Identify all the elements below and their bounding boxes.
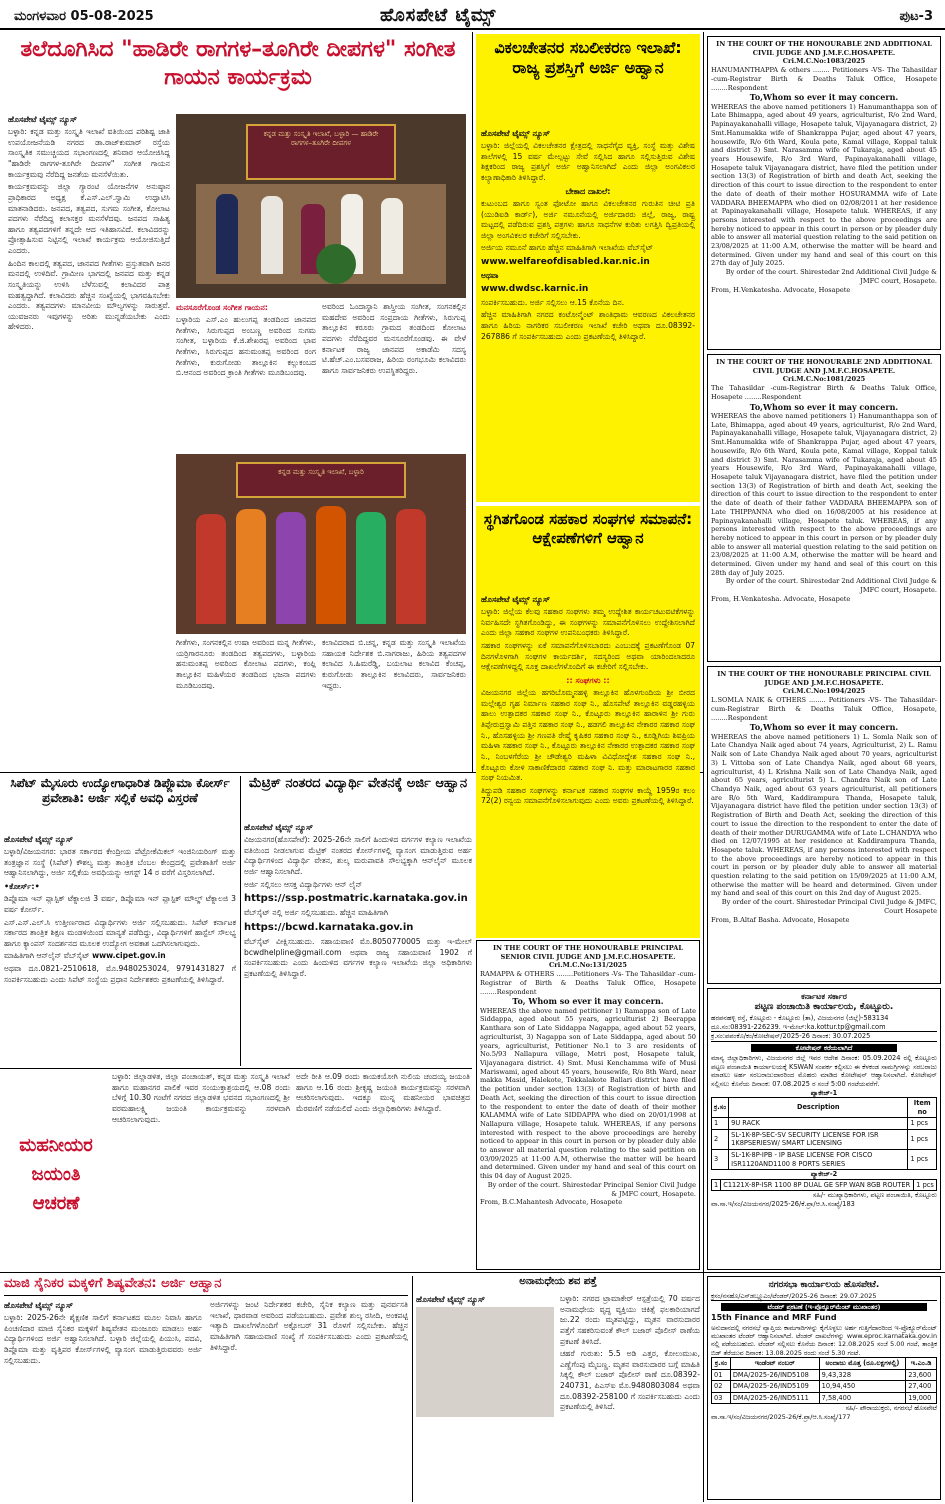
court2-case: Cri.M.C.No:1081/2025 bbox=[782, 375, 866, 384]
army-col1 bbox=[4, 1300, 202, 1368]
army-article bbox=[4, 1276, 408, 1502]
disabled-article bbox=[476, 34, 700, 502]
th-no: ಕ್ರ.ಸಂ bbox=[712, 1098, 729, 1118]
disabled-body bbox=[476, 126, 700, 346]
tender1-office: ಪಟ್ಟಣ ಪಂಚಾಯಿತಿ ಕಾರ್ಯಾಲಯ, ಕೊಟ್ಟೂರು. bbox=[754, 1002, 894, 1013]
court2-title: IN THE COURT OF THE HONOURABLE 2ND ADDITIONAL CIVIL JUDGE AND J.M.F.C.HOSAPETE. bbox=[716, 358, 932, 375]
court2-parties: The Tahasildar -cum-Registrar Birth & Deaths Taluk Office, Hosapete ........Respondent bbox=[711, 384, 937, 401]
table-row: 02 DMA/2025-26/IND5109 10,94,450 27,400 bbox=[712, 1381, 937, 1393]
music-headline: ತಲೆದೂಗಿಸಿದ "ಹಾಡಿರೇ ರಾಗಗಳ–ತೂಗಿರೇ ದೀಪಗಳ" ಸಂಗೀತ ಗಾಯನ ಕಾರ್ಯಕ್ರಮ bbox=[20, 37, 456, 90]
court1-body: WHEREAS the above named petitioners 1) Hanumanthappa son of Late Bhimappa, aged about 49 years, agriculturist, R/o 2nd Ward, Papinayakanahalli village, Hosapete taluk, Vijayanagara district, 2) Smt.Hanumakka wife of Shankrappa Pujar, aged about 47 years, housewife, R/o 6th Ward, Koula pete, Kamal village, Koppal taluk and district 3) Smt. Narasamma wife of Tukaraja, aged about 45 years Housewife, R/o 3rd Ward, Papinayakanahalli village, Hosapete taluk Vijayanagara district, have filed the petition under section 13(3) of Registration of birth and death Act, seeking the direction of this court to issue direction to the respondent to enter the date of death of their mother HOSURAMMA wife of Late VADDARA BHEEMAPPA who died on 02/08/2011 at her residence at Papinayakanahalli village, Hosapete taluk. WHEREAS, if any persons interested with respect to the above proceedings are hereby noticed to appear in this court in person or by pleader duly able to answer all material question relating to the said petition on 23/08/2025 at 11:00 A.M, otherwise the matter will be heard and determined. Given under my hand and seal of this court on this 27th day of July 2025. bbox=[711, 102, 937, 268]
unknown-col1 bbox=[416, 1294, 554, 1417]
disabled-subhead: ಬೇಕಾದ ದಾಖಲೆ: bbox=[565, 186, 611, 196]
cipet-para-2: ಡಿಪ್ಲೊಮಾ ಇನ್ ಪ್ಲಾಸ್ಟಿಕ್ ಟೆಕ್ನಾಲಜಿ 3 ವರ್ಷ, ಡಿಪ್ಲೊಮಾ ಇನ್ ಪ್ಲಾಸ್ಟಿಕ್ ಮೌಲ್ಡ್ ಟೆಕ್ನಾಲಜಿ 3 ವರ್ಷ ಕೋರ್ಸ್. bbox=[4, 894, 236, 914]
tender1-body: ಮಾನ್ಯ ಜಿಲ್ಲಾಧಿಕಾರಿಗಳು, ವಿಜಯನಗರ ಜಿಲ್ಲೆ ಇವರ ಆದೇಶ ದಿನಾಂಕ: 05.09.2024 ರಲ್ಲಿ ಕೊಟ್ಟೂರು ಪಟ್ಟಣ ಪಂಚಾಯಿತಿ ಕಾರ್ಯಾಲಯಕ್ಕೆ KSWAN ಸಂಪರ್ಕ ಕಲ್ಪಿಸಲು ಈ ಕೆಳಕಂಡ ಸಾಮಗ್ರಿಗಳನ್ನು ಸರಬರಾಜು ಮಾಡಲು ಅರ್ಹ ಸರಬರಾಜುದಾರರಿಂದ ಮೊಹರು ಮಾಡಿದ ಕೋಟೇಷನ್ ಆಹ್ವಾನಿಸಲಾಗಿದೆ. ಕೋಟೇಷನ್ ಸಲ್ಲಿಸಲು ಕೊನೆಯ ದಿನಾಂಕ: 07.08.2025 ರ ಸಂಜೆ 5:00 ಗಂಟೆಯವರೆಗೆ. bbox=[711, 1054, 937, 1089]
matric-para-2: ಅರ್ಜಿ ಸಲ್ಲಿಸಲು ಆಸಕ್ತ ವಿದ್ಯಾರ್ಥಿಗಳು ಆನ್ ಲೈನ್ bbox=[244, 879, 363, 889]
table-row: 1 9U RACK 1 pcs bbox=[712, 1118, 937, 1130]
music-photo-1 bbox=[176, 114, 466, 298]
jayanti-headline: ಮಹನೀಯರ ಜಯಂತಿ ಆಚರಣೆ bbox=[19, 1135, 93, 1214]
court-notice-2 bbox=[707, 354, 941, 662]
tender2-banner: ಟೆಂಡರ್ ಪ್ರಕಟಣೆ (ಇ-ಪ್ರೊಕ್ಯೂರ್‌ಮೆಂಟ್ ಮುಖಾಂತರ) bbox=[721, 1303, 927, 1311]
table-row: 01 DMA/2025-26/IND5108 9,43,328 23,600 bbox=[712, 1369, 937, 1381]
matric-url-1[interactable]: https://ssp.postmatric.karnataka.gov.in bbox=[244, 893, 468, 905]
court2-to: To,Whom so ever it may concern. bbox=[749, 401, 899, 412]
hosapete-tender bbox=[707, 1276, 941, 1500]
matric-para-4: ವೆಬ್‌ಸೈಟ್ ವೀಕ್ಷಿಸಬಹುದು. ಸಹಾಯವಾಣಿ ಮೊ.8050770005 ಮತ್ತು ಇ-ಮೇಲ್ bcwdhelpline@gmail.com ಅಥವಾ ರಾಜ್ಯ ಸಹಾಯವಾಣಿ 1902 ಗೆ ಸಂಪರ್ಕಿಸಬಹುದು ಎಂದು ಹಿಂದುಳಿದ ವರ್ಗಗಳ ಕಲ್ಯಾಣ ಇಲಾಖೆಯ ಜಿಲ್ಲಾ ಅಧಿಕಾರಿಗಳು ಪ್ರಕಟಣೆಯಲ್ಲಿ ತಿಳಿಸಿದ್ದಾರೆ. bbox=[244, 936, 472, 978]
cipet-para-3: ಎಸ್.ಎಸ್.ಎಲ್.ಸಿ ಉತ್ತೀರ್ಣರಾದ ವಿದ್ಯಾರ್ಥಿಗಳು ಅರ್ಜಿ ಸಲ್ಲಿಸಬಹುದು. ಸಿಪೆಟ್ ಕರ್ನಾಟಕ ಸರ್ಕಾರದ ತಾಂತ್ರಿಕ ಶಿಕ್ಷಣ ಮಂಡಳಿಯಿಂದ ಮಾನ್ಯತೆ ಪಡೆದಿದ್ದು, ವಿದ್ಯಾರ್ಥಿಗಳಿಗೆ ಹಾಸ್ಟೆಲ್ ಸೌಲಭ್ಯ ಹಾಗೂ ಕ್ಯಾಂಪಸ್ ಸಂದರ್ಶನದ ಮೂಲಕ ಉದ್ಯೋಗ ಅವಕಾಶ ಒದಗಿಸಲಾಗುವುದು. bbox=[4, 917, 236, 948]
coop-para-4: ತಿದ್ದುಪಡಿ ಸಹಕಾರ ಸಂಘಗಳನ್ನು ಕರ್ನಾಟಕ ಸಹಕಾರ ಸಂಘಗಳ ಕಾಯ್ದೆ 1959ರ ಕಲಂ 72(2) ರನ್ವಯ ಸಮಾಪನೆಗೊಳಿಸಲಾಗುವುದು ಎಂದು ಅವರು ಪ್ರಕಟಣೆಯಲ್ಲಿ ತಿಳಿಸಿದ್ದಾರೆ. bbox=[481, 785, 695, 806]
music-para-6: ಗೀತೆಗಳು, ಸಂಗನಕಲ್ಲಿನ ಉಷಾ ಅವರಿಂದ ಮನ್ನ ಗೀತೆಗಳು, ಯರ್ರಿಗಾರನೂರು ತಂಡದಿಂದ ತತ್ವಪದಗಳು, ಬಳ್ಳಾರಿಯ ಹನುಮಂತಪ್ಪ ಅವರಿಂದ ಕೋಲಾಟ ಪದಗಳು, ಕಂಪ್ಲಿ ತಾಲ್ಲೂಕಿನ ಮಹಿಳೆಯರ ತಂಡದಿಂದ ಭಜನಾ ಪದಗಳು ಮೂಡಿಬಂದವು. bbox=[176, 638, 316, 690]
music-para-4: ಬಳ್ಳಾರಿಯ ಎಸ್.ಎಂ ಹುಲುಗಪ್ಪ ತಂಡದಿಂದ ಜಾನಪದ ಗೀತೆಗಳು, ಸಿರುಗುಪ್ಪದ ಅಂಬಣ್ಣ ಅವರಿಂದ ಸುಗಮ ಸಂಗೀತ, ಬಳ್ಳಾರಿಯ ಕೆ.ಜಿ.ಶೇಖರಪ್ಪ ಅವರಿಂದ ಭಾವ ಗೀತೆಗಳು, ಸಿರುಗುಪ್ಪದ ಹನುಮಂತಪ್ಪ ಅವರಿಂದ ರಂಗ ಗೀತೆಗಳು, ಕುರುಗೋಡು ತಾಲ್ಲೂಕಿನ ಕಲ್ಲುಕಂಬದ ಬಿ.ಆನಂದ ಅವರಿಂದ ಕ್ರಾಂತಿ ಗೀತೆಗಳು ಮೂಡಿಬಂದವು. bbox=[176, 315, 316, 378]
court4-title: IN THE COURT OF THE HONOURABLE PRINCIPAL SENIOR CIVIL JUDGE AND J.M.F.C.HOSAPETE. bbox=[492, 944, 684, 961]
matric-byline: ಹೊಸಪೇಟೆ ಟೈಮ್ಸ್ ನ್ಯೂಸ್ bbox=[244, 823, 313, 832]
matric-para-3: ವೆಬ್‌ಸೈಟ್ ನಲ್ಲಿ ಅರ್ಜಿ ಸಲ್ಲಿಸಬಹುದು. ಹೆಚ್ಚಿನ ಮಾಹಿತಿಗಾಗಿ bbox=[244, 908, 389, 918]
jayanti-col2 bbox=[296, 1072, 470, 1268]
tender1-table-2 bbox=[711, 1179, 937, 1192]
tender2-table bbox=[711, 1357, 937, 1404]
court3-sign: By order of the court. Shirestedar Principal Civil Judge & JMFC, Court Hosapete bbox=[721, 898, 937, 915]
tender1-package-1: ಪ್ಯಾಕೇಜ್-1 bbox=[810, 1088, 838, 1097]
music-col2 bbox=[176, 302, 316, 452]
unknown-para-1: ಬಳ್ಳಾರಿ: ನಗರದ ಟ್ರಾಮಾಕೇರ್ ಆಸ್ಪತ್ರೆಯಲ್ಲಿ 70 ವರ್ಷದ ಅನಾಮಧೇಯ ವೃದ್ಧ ವ್ಯಕ್ತಿಯು ಚಿಕಿತ್ಸೆ ಫಲಕಾರಿಯಾಗದೆ ಜು.22 ರಂದು ಮೃತಪಟ್ಟಿದ್ದು, ಮೃತನ ವಾರಸುದಾರರ ಪತ್ತೆಗೆ ಸಹಕರಿಸುವಂತೆ ಕೌಲ್ ಬಜಾರ್ ಪೊಲೀಸ್ ಠಾಣೆಯ ಪ್ರಕಟಣೆ ತಿಳಿಸಿದೆ. bbox=[560, 1294, 700, 1346]
cipet-para-4: ಮಾಹಿತಿಗಾಗಿ ಆನ್‌ಲೈನ್ ವೆಬ್‌ಸೈಟ್ bbox=[4, 951, 90, 961]
music-col1 bbox=[8, 114, 170, 754]
coop-body bbox=[476, 592, 700, 811]
th-qty: Item no bbox=[908, 1098, 937, 1118]
music-col3 bbox=[322, 302, 466, 452]
court3-parties: L.SOMLA NAIK & OTHERS ........ Petitioners -VS- The Tahasildar-cum-Registrar Birth & Deaths Taluk Office, Hosapete, ........Respondent bbox=[711, 696, 937, 722]
court3-to: To,Whom so ever it may concern. bbox=[749, 722, 899, 733]
music-para-3: ಹಿಂದಿನ ಕಾಲದಲ್ಲಿ ತತ್ವಪದ, ಜಾನಪದ ಗೀತೆಗಳು ಪ್ರಸ್ತುತವಾಗಿ ಜನರ ಮನದಲ್ಲಿ ಉಳಿದಿವೆ. ಗ್ರಾಮೀಣ ಭಾಗದಲ್ಲಿ ಜನಪದ ಮತ್ತು ಕನ್ನಡ ಸಂಸ್ಕೃತಿಯನ್ನು ಉಳಿಸಿ ಬೆಳೆಸುವಲ್ಲಿ ಕಲಾವಿದರ ಪಾತ್ರ ಮಹತ್ವದ್ದಾಗಿದೆ. ಕಲಾವಿದರು ಹೆಚ್ಚಿನ ಸಂಖ್ಯೆಯಲ್ಲಿ ಭಾಗವಹಿಸಬೇಕು ಎಂದರು. ತತ್ವಪದಗಳು ಮಾನವೀಯ ಮೌಲ್ಯಗಳನ್ನು ಸಾರುತ್ತವೆ. ಯುವಜನರು ಇವುಗಳನ್ನು ಅರಿತು ಮುನ್ನಡೆಯಬೇಕು ಎಂದು ಹೇಳಿದರು. bbox=[8, 258, 170, 332]
th-emd: ಇ.ಎಂ.ಡಿ bbox=[906, 1358, 937, 1370]
tender1-sign: ಸಹಿ/- ಮುಖ್ಯಾಧಿಕಾರಿಗಳು, ಪಟ್ಟಣ ಪಂಚಾಯಿತಿ, ಕೊಟ್ಟೂರು bbox=[812, 1191, 937, 1200]
unknown-byline: ಹೊಸಪೇಟೆ ಟೈಮ್ಸ್ ನ್ಯೂಸ್ bbox=[416, 1295, 485, 1304]
court1-case: Cri.M.C.No:1083/2025 bbox=[782, 57, 866, 66]
table-row: 1 C1121X-8P-ISR 1100 8P DUAL GE SFP WAN 8GB ROUTER 1 pcs bbox=[712, 1179, 937, 1191]
disabled-headline: ವಿಕಲಚೇತನರ ಸಬಲೀಕರಣ ಇಲಾಖೆ: ರಾಜ್ಯ ಪ್ರಶಸ್ತಿಗೆ ಅರ್ಜಿ ಅಹ್ವಾನ bbox=[494, 38, 682, 77]
cipet-url[interactable]: www.cipet.gov.in bbox=[92, 951, 166, 961]
cipet-article bbox=[4, 776, 236, 1066]
stage-banner-1: ಕನ್ನಡ ಮತ್ತು ಸಂಸ್ಕೃತಿ ಇಲಾಖೆ, ಬಳ್ಳಾರಿ — ಹಾಡಿರೇ ರಾಗಗಳ–ತೂಗಿರೇ ದೀಪಗಳ bbox=[246, 124, 396, 180]
table-row: 3 SL-1K-8P-IPB - IP BASE LICENSE FOR CISCO ISR1120AND1100 8 PORTS SERIES 1 pcs bbox=[712, 1149, 937, 1169]
tender2-body: ಅನುದಾನದಲ್ಲಿ ನಗರಸಭೆ ವ್ಯಾಪ್ತಿಯ ಕಾಮಗಾರಿಗಳನ್ನು ಕೈಗೊಳ್ಳಲು ಅರ್ಹ ಗುತ್ತಿಗೆದಾರರಿಂದ ಇ-ಪ್ರೊಕ್ಯೂರ್‌ಮೆಂಟ್ ಮುಖಾಂತರ ಟೆಂಡರ್ ಆಹ್ವಾನಿಸಲಾಗಿದೆ. ಟೆಂಡರ್ ದಾಖಲೆಗಳನ್ನು www.eproc.karnataka.gov.in ನಲ್ಲಿ ಪಡೆಯಬಹುದು. ಟೆಂಡರ್ ಸಲ್ಲಿಸಲು ಕೊನೆಯ ದಿನಾಂಕ: 12.08.2025 ಸಂಜೆ 5.00 ಗಂಟೆ, ತಾಂತ್ರಿಕ ಬಿಡ್ ತೆರೆಯುವ ದಿನಾಂಕ: 13.08.2025 ರಂದು ಸಂಜೆ 5.30 ಗಂಟೆ. bbox=[711, 1323, 937, 1357]
th-sl: ಕ್ರ.ಸಂ bbox=[712, 1358, 731, 1370]
unknown-col2 bbox=[560, 1294, 700, 1415]
disabled-para-4: ಸಂಪರ್ಕಿಸಬಹುದು. ಅರ್ಜಿ ಸಲ್ಲಿಸಲು ಆ.15 ಕೊನೆಯ ದಿನ. bbox=[481, 297, 625, 307]
th-indent: ಇಂಡೆಂಟ್ ನಂಬರ್ bbox=[730, 1358, 819, 1370]
music-subhead: ಮನಸೂರೆಗೊಂಡ ಸಂಗೀತ ಗಾಯನ: bbox=[176, 303, 269, 312]
army-para-2: ಅರ್ಜಿಗಳನ್ನು ಜಂಟಿ ನಿರ್ದೇಶಕರ ಕಚೇರಿ, ಸೈನಿಕ ಕಲ್ಯಾಣ ಮತ್ತು ಪುನರ್ವಸತಿ ಇಲಾಖೆ, ಧಾರವಾಡ ಅವರಿಂದ ಪಡೆಯಬಹುದು. ಪ್ರವೇಶ ಶುಲ್ಕ ರಸೀದಿ, ಅಂಕಪಟ್ಟಿ ಇತ್ಯಾದಿ ದಾಖಲೆಗಳೊಂದಿಗೆ ಅಕ್ಟೋಬರ್ 31 ರೊಳಗೆ ಸಲ್ಲಿಸಬೇಕು. ಹೆಚ್ಚಿನ ಮಾಹಿತಿಗಾಗಿ ಸಹಾಯವಾಣಿ ಸಂಖ್ಯೆ ಗೆ ಸಂಪರ್ಕಿಸಬಹುದು ಎಂದು ಪ್ರಕಟಣೆಯಲ್ಲಿ ತಿಳಿಸಿದ್ದಾರೆ. bbox=[210, 1300, 408, 1352]
jayanti-para-1: ಬಳ್ಳಾರಿ: ಜಿಲ್ಲಾಡಳಿತ, ಜಿಲ್ಲಾ ಪಂಚಾಯತ್, ಕನ್ನಡ ಮತ್ತು ಸಂಸ್ಕೃತಿ ಇಲಾಖೆ ಹಾಗೂ ಮಹಾನಗರ ಪಾಲಿಕೆ ಇವರ ಸಂಯುಕ್ತಾಶ್ರಯದಲ್ಲಿ ಆ.08 ರಂದು ಬೆಳಿಗ್ಗೆ 10.30 ಗಂಟೆಗೆ ನಗರದ ಜಿಲ್ಲಾಡಳಿತ ಭವನದ ಸಭಾಂಗಣದಲ್ಲಿ ಶ್ರೀ ವರಮಹಾಲಕ್ಷ್ಮಿ ಜಯಂತಿ ಕಾರ್ಯಕ್ರಮವನ್ನು ಸರಳವಾಗಿ ಆಚರಿಸಲಾಗುವುದು. bbox=[112, 1072, 290, 1124]
unknown-photo bbox=[416, 1307, 554, 1417]
th-item: Description bbox=[729, 1098, 908, 1118]
tender1-footer: ವಾ.ಸಾ.ಇ/ಸಂ/ವಿಜಯನಗರ/2025-26/ಕೆ.ಪ್ರಾ/ಆ.ಸಿ.ಸಂಖ್ಯೆ/183 bbox=[711, 1199, 855, 1208]
disabled-or: ಅಥವಾ bbox=[481, 270, 499, 280]
cipet-byline: ಹೊಸಪೇಟೆ ಟೈಮ್ಸ್ ನ್ಯೂಸ್ bbox=[4, 835, 73, 844]
music-byline: ಹೊಸಪೇಟೆ ಟೈಮ್ಸ್ ನ್ಯೂಸ್ bbox=[8, 115, 77, 124]
unknown-para-2: ಚಹರೆ ಗುರುತು: 5.5 ಅಡಿ ಎತ್ತರ, ಕೋಲುಮುಖ, ಎಣ್ಣೆಗೆಂಪು ಮೈಬಣ್ಣ. ಮೃತನ ವಾರಸುದಾರರ ಬಗ್ಗೆ ಮಾಹಿತಿ ಸಿಕ್ಕಲ್ಲಿ ಕೌಲ್ ಬಜಾರ್ ಪೊಲೀಸ್ ಠಾಣೆ ದೂ.08392-240731, ಪಿಎಸ್‌ಐ ಮೊ.9480803084 ಅಥವಾ ದೂ.08392-258100 ಗೆ ಸಂಪರ್ಕಿಸಬಹುದು ಎಂದು ಪ್ರಕಟಣೆಯಲ್ಲಿ ತಿಳಿಸಿದೆ. bbox=[560, 1349, 700, 1412]
court-notice-1 bbox=[707, 36, 941, 350]
table-row: 03 DMA/2025-26/IND5111 7,58,400 19,000 bbox=[712, 1392, 937, 1404]
music-col4 bbox=[176, 638, 316, 758]
court4-advocate: From, B.C.Mahantesh Advocate, Hosapete bbox=[480, 1198, 623, 1207]
matric-para-1: ವಿಜಯನಗರ(ಹೊಸಪೇಟೆ): 2025-26ನೇ ಸಾಲಿಗೆ ಹಿಂದುಳಿದ ವರ್ಗಗಳ ಕಲ್ಯಾಣ ಇಲಾಖೆಯ ವತಿಯಿಂದ ನೀಡಲಾಗುವ ಮೆಟ್ರಿಕ್ ನಂತರದ ಕೋರ್ಸ್‌ಗಳಲ್ಲಿ ವ್ಯಾಸಂಗ ಮಾಡುತ್ತಿರುವ ಅರ್ಹ ವಿದ್ಯಾರ್ಥಿಗಳಿಂದ ವಿದ್ಯಾರ್ಥಿ ವೇತನ, ಶುಲ್ಕ ಮರುಪಾವತಿ ಸೌಲಭ್ಯಕ್ಕಾಗಿ ಆನ್‌ಲೈನ್ ಮೂಲಕ ಅರ್ಜಿ ಆಹ್ವಾನಿಸಲಾಗಿದೆ. bbox=[244, 835, 472, 877]
court1-sign: By order of the court. Shirestedar 2nd Additional Civil Judge & JMFC court, Hosapete. bbox=[725, 268, 937, 285]
disabled-para-2: ಕುಟುಂಬದ ಹಾಗೂ ಸ್ವಂತ ಫೋಟೋ ಹಾಗೂ ವಿಕಲಚೇತನರ ಗುರುತಿನ ಚೀಟಿ ಪ್ರತಿ (ಯುಡಿಐಡಿ ಕಾರ್ಡ್), ಅರ್ಜಿ ನಮೂನೆಯಲ್ಲಿ ಅರ್ಜಿದಾರರು ಜಿಲ್ಲೆ, ರಾಜ್ಯ, ರಾಷ್ಟ್ರ ಮಟ್ಟದಲ್ಲಿ ಪಡೆದಿರುವ ಪ್ರಶಸ್ತಿ ಪತ್ರಗಳು ಹಾಗೂ ಸಾಧನೆಗಳ ಕುರಿತು ಲಗತ್ತಿಸಿ ದ್ವಿಪ್ರತಿಯಲ್ಲಿ ಜಿಲ್ಲಾ ಅಂಗವಿಕಲರ ಕಚೇರಿಗೆ ಸಲ್ಲಿಸಬೇಕು. bbox=[481, 198, 695, 240]
jayanti-col1 bbox=[112, 1072, 290, 1268]
coop-subhead: :: ಸಂಘಗಳು :: bbox=[566, 675, 610, 685]
tender1-banner: ಕೋಟೇಷನ್ ಕರೆಯಲಾಗಿದೆ bbox=[751, 1044, 897, 1053]
court2-sign: By order of the court. Shirestedar 2nd Additional Civil Judge & JMFC court, Hosapete. bbox=[725, 577, 937, 595]
disabled-para-3: ಅರ್ಜಿಯ ನಮೂನೆ ಹಾಗೂ ಹೆಚ್ಚಿನ ಮಾಹಿತಿಗಾಗಿ ಇಲಾಖೆಯ ವೆಬ್‌ಸೈಟ್ bbox=[481, 243, 654, 253]
court4-case: Cri.M.C.No:131/2025 bbox=[549, 961, 627, 970]
matric-body bbox=[244, 822, 472, 979]
coop-headline: ಸ್ಥಗಿತಗೊಂಡ ಸಹಕಾರ ಸಂಘಗಳ ಸಮಾಪನೆ: ಆಕ್ಷೇಪಣೆಗಳಿಗೆ ಆಹ್ವಾನ bbox=[483, 510, 693, 547]
music-para-2: ಕಾರ್ಯಕ್ರಮವನ್ನು ಜಿಲ್ಲಾ ಗ್ಯಾರಂಟಿ ಯೋಜನೆಗಳ ಅನುಷ್ಠಾನ ಪ್ರಾಧಿಕಾರದ ಅಧ್ಯಕ್ಷ ಕೆ.ಎಸ್.ಎಲ್.ಸ್ವಾಮಿ ಉದ್ಘಾಟಿಸಿ ಮಾತನಾಡಿದರು. ಜನಪದ, ತತ್ವಪದ, ಸುಗಮ ಸಂಗೀತ, ಕೋಲಾಟ ಪದಗಳು ನೆರೆದಿದ್ದ ಕಲಾಸಕ್ತರ ಮನಸೆಳೆದವು. ಜನಪದ ಸಾಹಿತ್ಯ ಹಾಗೂ ತತ್ವಪದಗಳಿಗೆ ತನ್ನದೇ ಆದ ಇತಿಹಾಸವಿದೆ. ಕಲಾವಿದರನ್ನು ಪ್ರೋತ್ಸಾಹಿಸುವ ನಿಟ್ಟಿನಲ್ಲಿ ಇಲಾಖೆ ಕಾರ್ಯಕ್ರಮ ಆಯೋಜಿಸುತ್ತಿದೆ ಎಂದರು. bbox=[8, 182, 170, 256]
court1-advocate: From, H.Venkatesha. Advocate, Hosapete bbox=[711, 285, 851, 294]
court3-case: Cri.M.C.No:1094/2025 bbox=[782, 687, 866, 696]
tender2-ref: ಕ್ರಸಂ/ನಸಹೊ/ಎಸ್‌ಡಬ್ಲ್ಯೂಎಂ/ಟೆಂಡರ್/2025-26 ದಿನಾಂಕ: 29.07.2025 bbox=[711, 1292, 937, 1301]
court-notice-3 bbox=[707, 666, 941, 984]
court4-parties: RAMAPPA & OTHERS ........Petitioners -Vs- The Tahasildar -cum-Registrar of Birth & Deaths Taluk Office, Hosapete ........Respondent bbox=[480, 970, 696, 996]
court1-title: IN THE COURT OF THE HONOURABLE 2ND ADDITIONAL CIVIL JUDGE AND J.M.F.C.HOSAPETE. bbox=[716, 40, 932, 57]
tender2-office: ನಗರಸಭಾ ಕಾರ್ಯಾಲಯ ಹೊಸಪೇಟೆ. bbox=[768, 1280, 880, 1290]
tender1-package-2: ಪ್ಯಾಕೇಜ್-2 bbox=[810, 1170, 838, 1179]
page-number: ಪುಟ-3 bbox=[899, 9, 933, 24]
court2-body: WHEREAS the above named petitioners 1) Hanumanthappa son of Late, Bhimappa, aged about 49 years, agriculturist, R/o 2nd Ward, Papinayakanahalli village, Hosapete taluk, Vijayanagara district, 2) Smt.Hanumakka wife of Shankrappa Pujar, aged about 47 years, housewife, R/o 6th Ward, Koula pete, Kamal village, Koppal taluk and district 3) Smt. Narasamma wife of Tukaraja, aged about 45 years Housewife, R/o 3rd Ward, Papinayakanahalli village, Hosapete taluk Vijayanagara district, have filed the petition under section 13(3) of Registration of birth and death Act, seeking the direction of this court to issue direction to the respondent to enter the date of death of their father VADDARA BHEEMAPPA son of Late THIPPANNA who died on 16/08/2005 at his residence at Papinayakanahalli village, Hosapete taluk. WHEREAS, if any persons interested with respect to the above proceedings are hereby noticed to appear in this court in person or by pleader duly able to answer all material question relating to the said petition on 23/08/2025 at 11:00 A.M, otherwise the matter will be heard and determined. Given under my hand and seal of this court on this 28th day of July 2025. bbox=[711, 412, 937, 577]
coop-byline: ಹೊಸಪೇಟೆ ಟೈಮ್ಸ್ ನ್ಯೂಸ್ bbox=[481, 595, 550, 604]
matric-article bbox=[244, 776, 472, 1066]
court-notice-4 bbox=[476, 940, 700, 1270]
army-col2 bbox=[210, 1300, 408, 1355]
matric-headline: ಮೆಟ್ರಿಕ್ ನಂತರದ ವಿದ್ಯಾರ್ಥಿ ವೇತನಕ್ಕೆ ಅರ್ಜಿ ಆಹ್ವಾನ bbox=[248, 776, 468, 791]
tender2-fund: 15th Finance and MRF Fund bbox=[711, 1313, 837, 1323]
cipet-para-1: ಬಳ್ಳಾರಿ/ವಿಜಯನಗರ: ಭಾರತ ಸರ್ಕಾರದ ಕೇಂದ್ರೀಯ ಪೆಟ್ರೋಕೆಮಿಕಲ್ ಇಂಜಿನಿಯರಿಂಗ್ ಮತ್ತು ತಂತ್ರಜ್ಞಾನ ಸಂಸ್ಥೆ (ಸಿಪೆಟ್) ಕೌಶಲ್ಯ ಮತ್ತು ತಾಂತ್ರಿಕ ಬೆಂಬಲ ಕೇಂದ್ರದಲ್ಲಿ ಪ್ರವೇಶಾತಿಗೆ ಅರ್ಜಿ ಆಹ್ವಾನಿಸಲಾಗಿದ್ದು, ಅರ್ಜಿ ಸಲ್ಲಿಕೆಯ ಅವಧಿಯನ್ನು ಆಗಸ್ಟ್ 14 ರ ವರೆಗೆ ವಿಸ್ತರಿಸಲಾಗಿದೆ. bbox=[4, 847, 236, 878]
tender1-gov: ಕರ್ನಾಟಕ ಸರ್ಕಾರ bbox=[801, 992, 847, 1001]
court2-advocate: From, H.Venkatesha. Advocate, Hosapete bbox=[711, 594, 851, 603]
music-para-1: ಬಳ್ಳಾರಿ: ಕನ್ನಡ ಮತ್ತು ಸಂಸ್ಕೃತಿ ಇಲಾಖೆ ವತಿಯಿಂದ ಪರಿಶಿಷ್ಟ ಜಾತಿ ಉಪಯೋಜನೆಯಡಿ ನಗರದ ಡಾ.ರಾಜ್‌ಕುಮಾರ್ ರಸ್ತೆಯ ಸಾಂಸ್ಕೃತಿಕ ಸಮುಚ್ಚಯದ ಸಭಾಂಗಣದಲ್ಲಿ ಶನಿವಾರ ಆಯೋಜಿಸಿದ್ದ "ಹಾಡಿರೇ ರಾಗಗಳ-ತೂಗಿರೇ ದೀಪಗಳ" ಸಂಗೀತ ಗಾಯನ ಕಾರ್ಯಕ್ರಮವು ನೆರೆದಿದ್ದ ಜನತೆಯ ಮನಸೆಳೆಯಿತು. bbox=[8, 127, 170, 179]
army-para-1: ಬಳ್ಳಾರಿ: 2025-26ನೇ ಶೈಕ್ಷಣಿಕ ಸಾಲಿಗೆ ಕರ್ನಾಟಕದ ಮೂಲ ನಿವಾಸಿ ಹಾಗೂ ಪಿಂಚಣಿದಾರ ಮಾಜಿ ಸೈನಿಕರ ಮಕ್ಕಳಿಗೆ ಶಿಷ್ಯವೇತನ ಮಂಜೂರು ಮಾಡಲು ಅರ್ಹ ವಿದ್ಯಾರ್ಥಿಗಳಿಂದ ಅರ್ಜಿ ಅಹ್ವಾನಿಸಲಾಗಿದೆ. ಬಳ್ಳಾರಿ ಜಿಲ್ಲೆಯಲ್ಲಿ ಪಿಯುಸಿ, ಪದವಿ, ಡಿಪ್ಲೊಮಾ ಮತ್ತು ವೃತ್ತಿಪರ ಕೋರ್ಸ್‌ಗಳಲ್ಲಿ ವ್ಯಾಸಂಗ ಮಾಡುತ್ತಿರುವವರು ಅರ್ಜಿ ಸಲ್ಲಿಸಬಹುದು. bbox=[4, 1313, 202, 1365]
cipet-para-5: ಅಥವಾ ದೂ.0821-2510618, ಮೊ.9480253024, 9791431827 ಗೆ ಸಂಪರ್ಕಿಸಬಹುದು ಎಂದು ಸಿಪೆಟ್ ಸಂಸ್ಥೆಯ ಪ್ರಧಾನ ನಿರ್ದೇಶಕರು ಪ್ರಕಟಣೆಯಲ್ಲಿ ತಿಳಿಸಿದ್ದಾರೆ. bbox=[4, 964, 236, 984]
disabled-byline: ಹೊಸಪೇಟೆ ಟೈಮ್ಸ್ ನ್ಯೂಸ್ bbox=[481, 129, 550, 138]
tender2-sign: ಸಹಿ/- ಪೌರಾಯುಕ್ತರು, ನಗರಸಭೆ ಹೊಸಪೇಟೆ bbox=[845, 1404, 937, 1413]
court3-advocate: From, B.Altaf Basha. Advocate, Hosapete bbox=[711, 915, 850, 924]
coop-article bbox=[476, 506, 700, 938]
coop-para-2: ಸಹಕಾರ ಸಂಘಗಳನ್ನು ಏಕೆ ಸಮಾಪನೆಗೊಳಿಸಬಾರದು ಎಂಬುದಕ್ಕೆ ಪ್ರಕಟಣೆಗೊಂಡ 07 ದಿನಗಳೊಳಗಾಗಿ ಸಂಘಗಳ ಕಾರ್ಯದರ್ಶಿ, ಸದಸ್ಯರಿಂದ ಅಥವಾ ಯಾರಿಂದಲಾದರೂ ಆಕ್ಷೇಪಣೆಗಳಿದ್ದಲ್ಲಿ ಸೂಕ್ತ ದಾಖಲೆಗಳೊಂದಿಗೆ ಈ ಕಚೇರಿಗೆ ಸಲ್ಲಿಸಬೇಕು. bbox=[481, 641, 695, 672]
masthead bbox=[0, 0, 945, 30]
kottur-tender bbox=[707, 988, 941, 1270]
table-row: 2 SL-1K-8P-SEC-SV SECURITY LICENSE FOR ISR 1K8PSERIESW/ SMART LICENSING 1 pcs bbox=[712, 1129, 937, 1149]
army-byline: ಹೊಸಪೇಟೆ ಟೈಮ್ಸ್ ನ್ಯೂಸ್ bbox=[4, 1301, 73, 1310]
court3-title: IN THE COURT OF THE HONOURABLE PRINCIPAL CIVIL JUDGE AND J.M.F.C.HOSAPETE. bbox=[717, 670, 931, 687]
disabled-para-5: ಹೆಚ್ಚಿನ ಮಾಹಿತಿಗಾಗಿ ನಗರದ ಕಂಟೋನ್ಮೆಂಟ್ ಶಾಂತಿಧಾಮ ಆವರಣದ ವಿಕಲಚೇತನರ ಹಾಗೂ ಹಿರಿಯ ನಾಗರಿಕರ ಸಬಲೀಕರಣ ಇಲಾಖೆ ಕಚೇರಿ ಅಥವಾ ದೂ.08392-267886 ಗೆ ಸಂಪರ್ಕಿಸಬಹುದು ಎಂದು ಪ್ರಕಟಣೆಯಲ್ಲಿ ತಿಳಿಸಿದ್ದಾರೆ. bbox=[481, 310, 695, 341]
coop-para-1: ಬಳ್ಳಾರಿ: ಜಿಲ್ಲೆಯ ಕೆಲವು ಸಹಕಾರ ಸಂಘಗಳು ತಮ್ಮ ಉದ್ದೇಶಿತ ಕಾರ್ಯಚಟುವಟಿಕೆಗಳನ್ನು ನಿರ್ವಹಿಸದೇ ಸ್ಥಗಿತಗೊಂಡಿದ್ದು, ಈ ಸಂಘಗಳನ್ನು ಸಮಾಪನೆಗೊಳಿಸಲು ಉದ್ದೇಶಿಸಲಾಗಿದೆ ಎಂದು ಜಿಲ್ಲಾ ಸಹಕಾರ ಸಂಘಗಳ ಉಪನಿಬಂಧಕರು ತಿಳಿಸಿದ್ದಾರೆ. bbox=[481, 607, 695, 638]
tender1-ref: ಕ್ರ.ಸಂ:ಪಪಂಕೊ/ಕಂ/ಕೋಟೇಷನ್/2025-26 ದಿನಾಂಕ: 30.07.2025 bbox=[711, 1031, 937, 1042]
court4-to: To, Whom so ever it may concern. bbox=[512, 996, 664, 1007]
jayanti-para-2: ಅದೇ ರೀತಿ ಆ.09 ರಂದು ಕಾಯಕಯೋಗಿ ನುಲಿಯ ಚಂದಯ್ಯ ಜಯಂತಿ ಹಾಗೂ ಆ.16 ರಂದು ಶ್ರೀಕೃಷ್ಣ ಜಯಂತಿ ಕಾರ್ಯಕ್ರಮವನ್ನು ಸರಳವಾಗಿ ಆಚರಿಸಲಾಗುವುದು. ಇದಕ್ಕೂ ಮುನ್ನ ಮಹನೀಯರ ಭಾವಚಿತ್ರದ ಮೆರವಣಿಗೆ ನಡೆಯಲಿದೆ ಎಂದು ಜಿಲ್ಲಾಧಿಕಾರಿಗಳು ತಿಳಿಸಿದ್ದಾರೆ. bbox=[296, 1072, 470, 1113]
music-para-5: ಅವರಿಂದ ಓಂದಾಸ್ಥಾನಿ ಶಾಸ್ತ್ರೀಯ ಸಂಗೀತ, ಸಂಗನಕಲ್ಲಿನ ಮಹದೇವ ಅವರಿಂದ ಸಂಪ್ರದಾಯ ಗೀತೆಗಳು, ಸಿರುಗುಪ್ಪ ತಾಲ್ಲೂಕಿನ ಕರೂರು ಗ್ರಾಮದ ತಂಡದಿಂದ ಕೋಲಾಟ ಪದಗಳು ನೆರೆದಿದ್ದವರ ಮನಸೂರೆಗೊಂಡವು. ಈ ವೇಳೆ ಕರ್ನಾಟಕ ರಾಜ್ಯ ಜಾನಪದ ಅಕಾಡೆಮಿ ಸದಸ್ಯ ಟಿ.ಹೆಚ್.ಎಂ.ಬಸವರಾಜ, ಹಿರಿಯ ರಂಗಭೂಮಿ ಕಲಾವಿದರು ಹಾಗೂ ಸಾರ್ವಜನಿಕರು ಉಪಸ್ಥಿತರಿದ್ದರು. bbox=[322, 302, 466, 375]
matric-url-2[interactable]: https://bcwd.karnataka.gov.in bbox=[244, 921, 414, 933]
disabled-url-1[interactable]: www.welfareofdisabled.kar.nic.in bbox=[481, 257, 650, 267]
court1-to: To,Whom so ever it may concern. bbox=[749, 92, 899, 103]
music-photo-2 bbox=[176, 454, 466, 634]
stage-banner-2: ಕನ್ನಡ ಮತ್ತು ಸಂಸ್ಕೃತಿ ಇಲಾಖೆ, ಬಳ್ಳಾರಿ bbox=[236, 462, 406, 498]
cipet-subhead: •ಕೋರ್ಸ್:• bbox=[4, 882, 40, 892]
issue-date: ಮಂಗಳವಾರ 05-08-2025 bbox=[14, 9, 154, 24]
cipet-headline: ಸಿಪೆಟ್ ಮೈಸೂರು ಉದ್ಯೋಗಾಧಾರಿತ ಡಿಪ್ಲೊಮಾ ಕೋರ್ಸ್ ಪ್ರವೇಶಾತಿ: ಅರ್ಜಿ ಸಲ್ಲಿಕೆ ಅವಧಿ ವಿಸ್ತರಣೆ bbox=[10, 776, 230, 805]
cipet-body bbox=[4, 834, 236, 985]
music-para-7: ಕಲಾವಿದರಾದ ಬಿ.ಚನ್ನ, ಕನ್ನಡ ಮತ್ತು ಸಂಸ್ಕೃತಿ ಇಲಾಖೆಯ ಸಹಾಯಕ ನಿರ್ದೇಶಕ ಬಿ.ನಾಗರಾಜು, ಹಿರಿಯ ತತ್ವಪದಗಳ ಕಲಾವಿದ ಸಿ.ಹಿಮರೆಡ್ಡಿ, ಬಯಲಾಟ ಕಲಾವಿದ ಕೆಂಚಪ್ಪ, ಕುರುಗೋಡು ತಾಲ್ಲೂಕಿನ ಕಲಾವಿದರು, ಸಾರ್ವಜನಿಕರು ಇದ್ದರು. bbox=[322, 638, 466, 690]
army-headline: ಮಾಜಿ ಸೈನಿಕರ ಮಕ್ಕಳಿಗೆ ಶಿಷ್ಯವೇತನ: ಅರ್ಜಿ ಆಹ್ವಾನ bbox=[4, 1276, 408, 1296]
disabled-url-2[interactable]: www.dwdsc.karnic.in bbox=[481, 284, 589, 295]
tender1-address: ಹರಪನಹಳ್ಳಿ ರಸ್ತೆ, ಕೊಟ್ಟೂರು - ಕೊಟ್ಟೂರು (ತಾ), ವಿಜಯನಗರ (ಜಿಲ್ಲೆ)-583134 bbox=[711, 1014, 889, 1023]
court3-body: WHEREAS the above named petitioners 1) L. Somla Naik son of Late Chandya Naik aged about 74 years, Agriculturist, 2) L. Ramu Naik son of Late Chandya Naik aged about 70 years, agriculturist 3) L Vittoba son of Late Chandya Naik, aged about 68 years, agriculturist, 4) L Krishna Naik son of Late Chandya Naik, aged about 65 years, agriculturist 5) L. Chandra Naik son of Late Chandya Naik, aged about 63 years agriculturist, all petitioners are R/o 5th Ward, Kaddirampura Thanda, Hosapete taluk, Vijayanagara district have filed the petition under section 13(3) of Registration of Birth and Death Act, seeking the direction of this court to issue the direction to the respondent to enter the date of death of their mother DURUGAMMA wife of Late L.CHANDYA who died on 12/07/1995 at her residence at Kaddirampura Thanda, Hosapete taluk. WHEREAS, if any persons interested with respect to the above proceedings are hereby noticed to appear in this court in person or by pleader duly able to answer all material question relating to the said petition on 15/09/2025 at 11:00 A.M, otherwise the matter will be heard and determined. Given under my hand and seal of this court on this 2nd day of August 2025. bbox=[711, 732, 937, 898]
court4-sign: By order of the court. Shirestedar Principal Senior Civil Judge & JMFC court, Hosapete. bbox=[487, 1180, 696, 1198]
tender1-contact: ದೂ.ಸಂ:08391-226239. ಇ-ಮೇಲ್:ka.kottur.tp@gmail.com bbox=[711, 1022, 886, 1031]
court1-parties: HANUMANTHAPPA & others ........ Petitioners -VS- The Tahasildar -cum-Registrar Birth & Deaths Taluk Office, Hosapete ........Respondent bbox=[711, 66, 937, 92]
tender2-footer: ವಾ.ಸಾ.ಇ/ಸಂ/ವಿಜಯನಗರ/2025-26/ಕೆ.ಪ್ರಾ/ಆ.ಸಿ.ಸಂಖ್ಯೆ/177 bbox=[711, 1412, 851, 1421]
court4-body: WHEREAS the above named petitioner 1) Ramappa son of Late Siddappa, aged about 55 years, agriculturist 2) Beerappa Kanthara son of Late Siddappa Nagappa, aged about 52 years, agriculturist, 3) Nagappa son of Late Siddappa, aged about 50 years, agriculturist, Petitioner No.1 to 3 are residents of No.5/93 Nallapura village, Metri post, Hosapete taluk, Vijayanagara district. 4) Smt. Musi Kenchamma wife of Musi Mariswami, aged about 45 years, housewife, R/o 8th Ward, near makka Masid, Halekote, Tekkalakote Ballari district have filed the petition under section 13(3) of Registration of birth and Death Act, seeking the direction of this court to issue direction to the respondent to enter the date of death of their mother KALAMMA wife of Late SIDDAPPA who died on 20/01/1998 at Nallapura village, Hosapete taluk. WHEREAS, if any persons interested with respect to the above proceedings are hereby noticed to appear in this court in person or by pleader duly able to answer all material question relating to the said petition on 03/09/2025 at 11:00 A.M, otherwise the matter will be heard and determined. Given under my hand and seal of this court on this 04 day of August 2025. bbox=[480, 1006, 696, 1181]
tender1-table-1 bbox=[711, 1097, 937, 1170]
unknown-body-article bbox=[416, 1276, 700, 1502]
th-amount: ಅಂದಾಜು ಮೊತ್ತ (ರೂ.ಲಕ್ಷಗಳಲ್ಲಿ) bbox=[819, 1358, 906, 1370]
coop-para-3: ವಿಜಯನಗರ ಜಿಲ್ಲೆಯ ಹಗರಿಬೊಮ್ಮನಹಳ್ಳಿ ತಾಲ್ಲೂಕಿನ ಹೊಳಗುಂದಿಯ ಶ್ರೀ ಬೀರದ ಮಲ್ಲೇಶ್ವರ ಗೃಹ ನಿರ್ಮಾಣ ಸಹಕಾರ ಸಂಘ ನಿ., ಹೊಸಪೇಟೆ ತಾಲ್ಲೂಕಿನ ವಡ್ಡರಹಳ್ಳಿಯ ಹಾಲು ಉತ್ಪಾದಕರ ಸಹಕಾರ ಸಂಘ ನಿ., ಕೊಟ್ಟೂರು ತಾಲ್ಲೂಕಿನ ಹಾರಾಳಿನ ಶ್ರೀ ಗುರು ತಿಪ್ಪೇರುದ್ರಸ್ವಾಮಿ ಪತ್ತಿನ ಸಹಕಾರ ಸಂಘ ನಿ., ಹಡಗಲಿ ತಾಲ್ಲೂಕಿನ ನೇಕಾರರ ಸಹಕಾರ ಸಂಘ ನಿ., ಹೊಸಹಳ್ಳಿಯ ಶ್ರೀ ಗಣಪತಿ ರೇಷ್ಮೆ ಕೃಷಿಕರ ಸಹಕಾರ ಸಂಘ ನಿ., ಕೂಡ್ಲಿಗಿಯ ಶಿವಪ್ರಿಯ ಮಹಿಳಾ ಸಹಕಾರ ಸಂಘ ನಿ., ಕೊಟ್ಟೂರು ತಾಲ್ಲೂಕಿನ ನೇಕಾರರ ಉತ್ಪಾದಕರ ಸಹಕಾರ ಸಂಘ ನಿ., ನಿಂಬಳಗೆರೆಯ ಶ್ರೀ ಚೌಡೇಶ್ವರಿ ಮಹಿಳಾ ವಿವಿಧೋದ್ದೇಶ ಸಹಕಾರ ಸಂಘ ನಿ., ಕೊಟ್ಟೂರು ಕೋಳಿ ಸಾಕಾಣಿಕೆದಾರರ ಸಹಕಾರ ಸಂಘ ನಿ. ಮತ್ತು ಮಾರಾಟಗಾರರ ಸಹಕಾರ ಸಂಘ ನಿಯಮಿತ. bbox=[481, 688, 695, 783]
paper-title: ಹೊಸಪೇಟೆ ಟೈಮ್ಸ್ bbox=[380, 5, 497, 26]
disabled-para-1: ಬಳ್ಳಾರಿ: ಜಿಲ್ಲೆಯಲ್ಲಿ ವಿಕಲಚೇತನರ ಕ್ಷೇತ್ರದಲ್ಲಿ ಸಾಧನೆಗೈದ ವ್ಯಕ್ತಿ, ಸಂಸ್ಥೆ ಮತ್ತು ವಿಶೇಷ ಶಾಲೆಗಳಲ್ಲಿ 15 ವರ್ಷ ಮೇಲ್ಪಟ್ಟು ಸೇವೆ ಸಲ್ಲಿಸಿದ ಹಾಗೂ ಸಲ್ಲಿಸುತ್ತಿರುವ ವಿಶೇಷ ಶಿಕ್ಷಕರಿಂದ ರಾಜ್ಯ ಪ್ರಶಸ್ತಿಗೆ ಅರ್ಜಿ ಅಹ್ವಾನಿಸಲಾಗಿದೆ ಎಂದು ಜಿಲ್ಲಾ ಅಂಗವಿಕಲರ ಕಲ್ಯಾಣಾಧಿಕಾರಿ ತಿಳಿಸಿದ್ದಾರೆ. bbox=[481, 141, 695, 183]
music-col5 bbox=[322, 638, 466, 758]
unknown-headline: ಅನಾಮಧೇಯ ಶವ ಪತ್ತೆ bbox=[519, 1276, 597, 1287]
